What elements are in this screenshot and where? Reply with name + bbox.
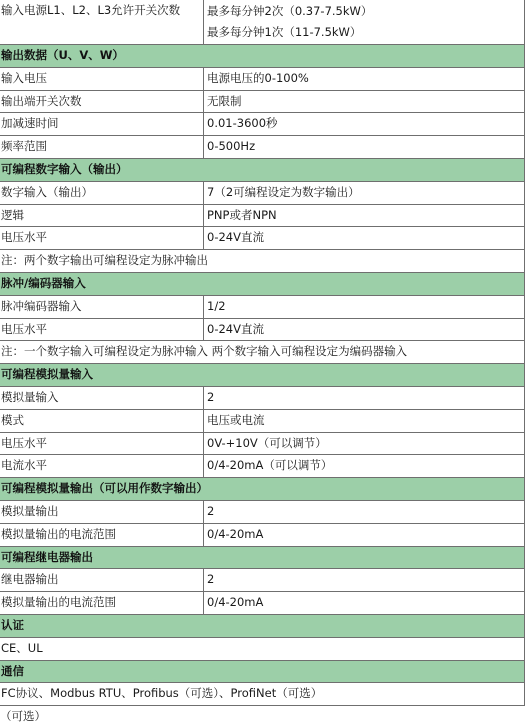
section-header-row bbox=[0, 272, 525, 295]
table-row bbox=[0, 295, 525, 318]
row-value: 2 bbox=[204, 500, 525, 523]
note-text: 注：两个数字输出可编程设定为脉冲输出 bbox=[0, 250, 525, 273]
table-row bbox=[0, 90, 525, 113]
section-header-row bbox=[0, 660, 525, 683]
section-header: 可编程模拟量输出（可以用作数字输出） bbox=[0, 478, 525, 501]
row-label: 电压水平 bbox=[0, 432, 204, 455]
row-value: 0V-+10V（可以调节） bbox=[204, 432, 525, 455]
row-value: 7（2可编程设定为数字输出） bbox=[204, 181, 525, 204]
note-text: FC协议、Modbus RTU、Profibus（可选）、ProfiNet（可选） bbox=[0, 683, 525, 706]
section-header: 可编程继电器输出 bbox=[0, 546, 525, 569]
table-row bbox=[0, 500, 525, 523]
table-row bbox=[0, 204, 525, 227]
section-header-row bbox=[0, 45, 525, 68]
section-header-row bbox=[0, 614, 525, 637]
table-row bbox=[0, 569, 525, 592]
row-label: 逻辑 bbox=[0, 204, 204, 227]
row-label: 频率范围 bbox=[0, 136, 204, 159]
table-row bbox=[0, 386, 525, 409]
table-row bbox=[0, 523, 525, 546]
row-label: 电流水平 bbox=[0, 455, 204, 478]
row-value: 0-500Hz bbox=[204, 136, 525, 159]
row-value: 2 bbox=[204, 386, 525, 409]
row-label: 继电器输出 bbox=[0, 569, 204, 592]
row-label: 输入电压 bbox=[0, 67, 204, 90]
bottom-text: （可选） bbox=[0, 709, 46, 723]
row-value: 0/4-20mA（可以调节） bbox=[204, 455, 525, 478]
section-header: 通信 bbox=[0, 660, 525, 683]
table-row bbox=[0, 136, 525, 159]
note-row bbox=[0, 637, 525, 660]
section-header-row bbox=[0, 478, 525, 501]
note-row bbox=[0, 250, 525, 273]
row-label: 模拟量输出的电流范围 bbox=[0, 592, 204, 615]
table-row bbox=[0, 432, 525, 455]
row-value: 1/2 bbox=[204, 295, 525, 318]
row-label: 模拟量输出的电流范围 bbox=[0, 523, 204, 546]
row-label: 加减速时间 bbox=[0, 113, 204, 136]
row-value: 2 bbox=[204, 569, 525, 592]
note-text: 注：一个数字输入可编程设定为脉冲输入 两个数字输入可编程设定为编码器输入 bbox=[0, 341, 525, 364]
section-header: 输出数据（U、V、W） bbox=[0, 45, 525, 68]
section-header-row bbox=[0, 364, 525, 387]
table-row bbox=[0, 318, 525, 341]
section-header: 可编程数字输入（输出） bbox=[0, 158, 525, 181]
row-label: 数字输入（输出） bbox=[0, 181, 204, 204]
value-line: 最多每分钟2次（0.37-7.5kW） bbox=[207, 4, 373, 18]
row-value: PNP或者NPN bbox=[204, 204, 525, 227]
row-label: 电压水平 bbox=[0, 227, 204, 250]
table-row bbox=[0, 67, 525, 90]
table-row bbox=[0, 181, 525, 204]
section-header: 认证 bbox=[0, 614, 525, 637]
row-label: 模拟量输出 bbox=[0, 500, 204, 523]
row-value bbox=[204, 0, 525, 45]
section-header: 可编程模拟量输入 bbox=[0, 364, 525, 387]
row-value: 0/4-20mA bbox=[204, 592, 525, 615]
note-row bbox=[0, 341, 525, 364]
table-row bbox=[0, 0, 525, 45]
row-label: 输出端开关次数 bbox=[0, 90, 204, 113]
row-value: 无限制 bbox=[204, 90, 525, 113]
table-row bbox=[0, 227, 525, 250]
row-label: 模拟量输入 bbox=[0, 386, 204, 409]
table-row bbox=[0, 409, 525, 432]
section-header: 脉冲/编码器输入 bbox=[0, 272, 525, 295]
table-row bbox=[0, 113, 525, 136]
section-header-row bbox=[0, 158, 525, 181]
row-label: 脉冲编码器输入 bbox=[0, 295, 204, 318]
section-header-row bbox=[0, 546, 525, 569]
row-value: 0.01-3600秒 bbox=[204, 113, 525, 136]
row-label: 输入电源L1、L2、L3允许开关次数 bbox=[0, 0, 204, 45]
row-label: 模式 bbox=[0, 409, 204, 432]
row-value: 0-24V直流 bbox=[204, 227, 525, 250]
note-text: CE、UL bbox=[0, 637, 525, 660]
table-row bbox=[0, 592, 525, 615]
row-value: 电源电压的0-100% bbox=[204, 67, 525, 90]
value-line: 最多每分钟1次（11-7.5kW） bbox=[207, 25, 362, 39]
table-row bbox=[0, 455, 525, 478]
note-row bbox=[0, 683, 525, 706]
row-value: 0-24V直流 bbox=[204, 318, 525, 341]
row-label: 电压水平 bbox=[0, 318, 204, 341]
row-value: 0/4-20mA bbox=[204, 523, 525, 546]
row-value: 电压或电流 bbox=[204, 409, 525, 432]
